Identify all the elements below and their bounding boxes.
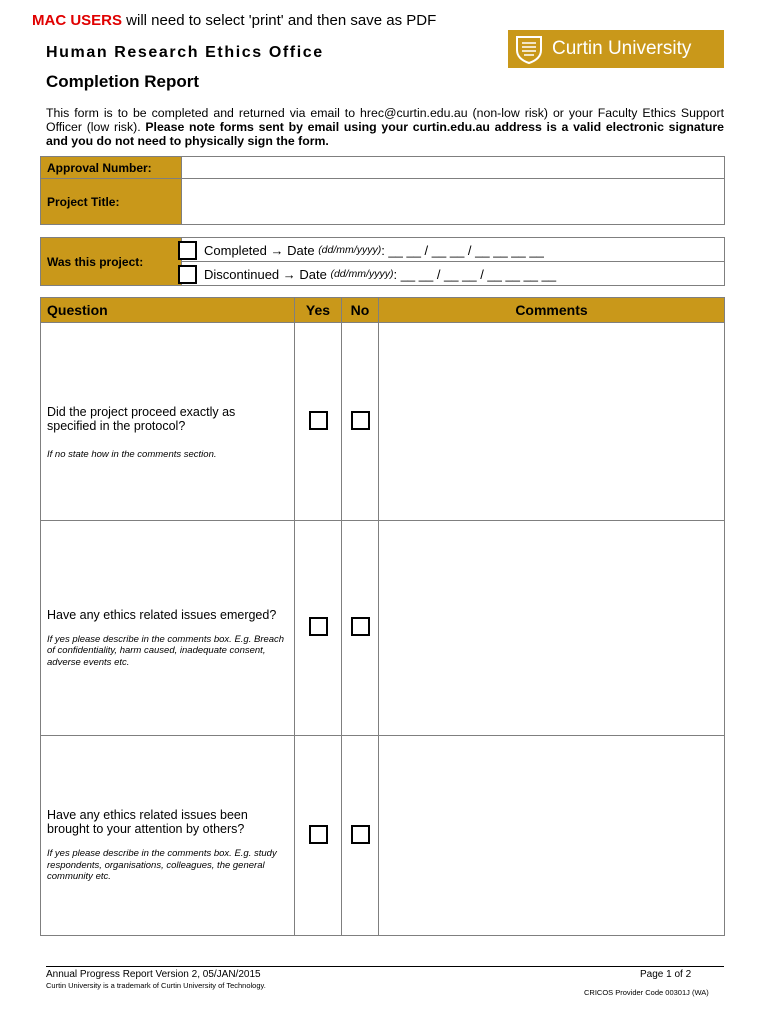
question-cell <box>41 521 295 736</box>
intro-text: This form is to be completed and returned via email to hrec@curtin.edu.au (non-low risk) or your Faculty Ethics Support Officer (low risk). <box>46 106 724 134</box>
discontinued-option <box>178 263 556 285</box>
comments-field[interactable] <box>379 323 725 521</box>
mac-users-instruction: will need to select 'print' and then save as PDF <box>122 12 437 29</box>
shield-icon <box>514 34 544 64</box>
no-cell <box>342 736 379 936</box>
yes-checkbox[interactable] <box>309 825 328 844</box>
logo-text: Curtin University <box>552 38 692 59</box>
curtin-logo <box>508 30 724 68</box>
discontinued-label: Discontinued → Date <box>204 266 327 282</box>
yes-cell <box>295 521 342 736</box>
no-checkbox[interactable] <box>351 617 370 636</box>
question-note: If no state how in the comments section. <box>47 448 217 460</box>
yes-checkbox[interactable] <box>309 617 328 636</box>
yes-cell <box>295 323 342 521</box>
footer-version: Annual Progress Report Version 2, 05/JAN/2015 <box>46 969 261 980</box>
yes-header: Yes <box>295 298 342 323</box>
project-details-table <box>40 156 725 225</box>
project-title-field[interactable] <box>182 179 725 225</box>
completed-date-format: (dd/mm/yyyy) <box>318 244 382 256</box>
yes-checkbox[interactable] <box>309 411 328 430</box>
question-cell <box>41 323 295 521</box>
footer-cricos: CRICOS Provider Code 00301J (WA) <box>584 988 709 997</box>
comments-field[interactable] <box>379 736 725 936</box>
discontinued-checkbox[interactable] <box>178 265 197 284</box>
approval-number-field[interactable] <box>182 157 725 179</box>
intro-paragraph <box>46 106 724 148</box>
question-header: Question <box>41 298 295 323</box>
discontinued-date-format: (dd/mm/yyyy) <box>330 268 394 280</box>
completed-checkbox[interactable] <box>178 241 197 260</box>
comments-header: Comments <box>379 298 725 323</box>
question-cell <box>41 736 295 936</box>
discontinued-date-field[interactable]: : __ __ / __ __ / __ __ __ __ <box>393 266 557 282</box>
completed-date-field[interactable]: : __ __ / __ __ / __ __ __ __ <box>381 242 544 258</box>
footer-page-number: Page 1 of 2 <box>640 969 692 980</box>
project-title-label: Project Title: <box>41 179 182 225</box>
footer-trademark: Curtin University is a trademark of Curtin University of Technology. <box>46 981 266 990</box>
mac-users-banner <box>32 12 436 29</box>
intro-bold-text: Please note forms sent by email using your curtin.edu.au address is a valid electronic signature and you do not need to physically sign the form. <box>46 120 724 148</box>
no-checkbox[interactable] <box>351 411 370 430</box>
page-title: Completion Report <box>46 72 199 91</box>
no-header: No <box>342 298 379 323</box>
completed-option <box>178 239 544 261</box>
no-cell <box>342 521 379 736</box>
footer-divider <box>46 966 724 967</box>
mac-users-label: MAC USERS <box>32 12 123 29</box>
no-cell <box>342 323 379 521</box>
no-checkbox[interactable] <box>351 825 370 844</box>
table-row <box>41 736 725 936</box>
table-row <box>41 521 725 736</box>
completed-label: Completed → Date <box>204 242 315 258</box>
status-label: Was this project: <box>41 238 182 286</box>
comments-field[interactable] <box>379 521 725 736</box>
yes-cell <box>295 736 342 936</box>
question-text: Have any ethics related issues emerged? <box>47 607 277 622</box>
office-title: Human Research Ethics Office <box>46 44 324 61</box>
question-text: Have any ethics related issues been brought to your attention by others? <box>47 808 248 837</box>
approval-number-label: Approval Number: <box>41 157 182 179</box>
table-row <box>41 323 725 521</box>
question-note: If yes please describe in the comments box. E.g. Breach of confidentiality, harm caused, inadequate consent, adverse events etc. <box>47 633 285 668</box>
question-text: Did the project proceed exactly as specified in the protocol? <box>47 404 236 433</box>
questions-table <box>40 297 725 936</box>
question-note: If yes please describe in the comments box. E.g. study respondents, organisations, colleagues, the general community etc. <box>47 848 277 883</box>
